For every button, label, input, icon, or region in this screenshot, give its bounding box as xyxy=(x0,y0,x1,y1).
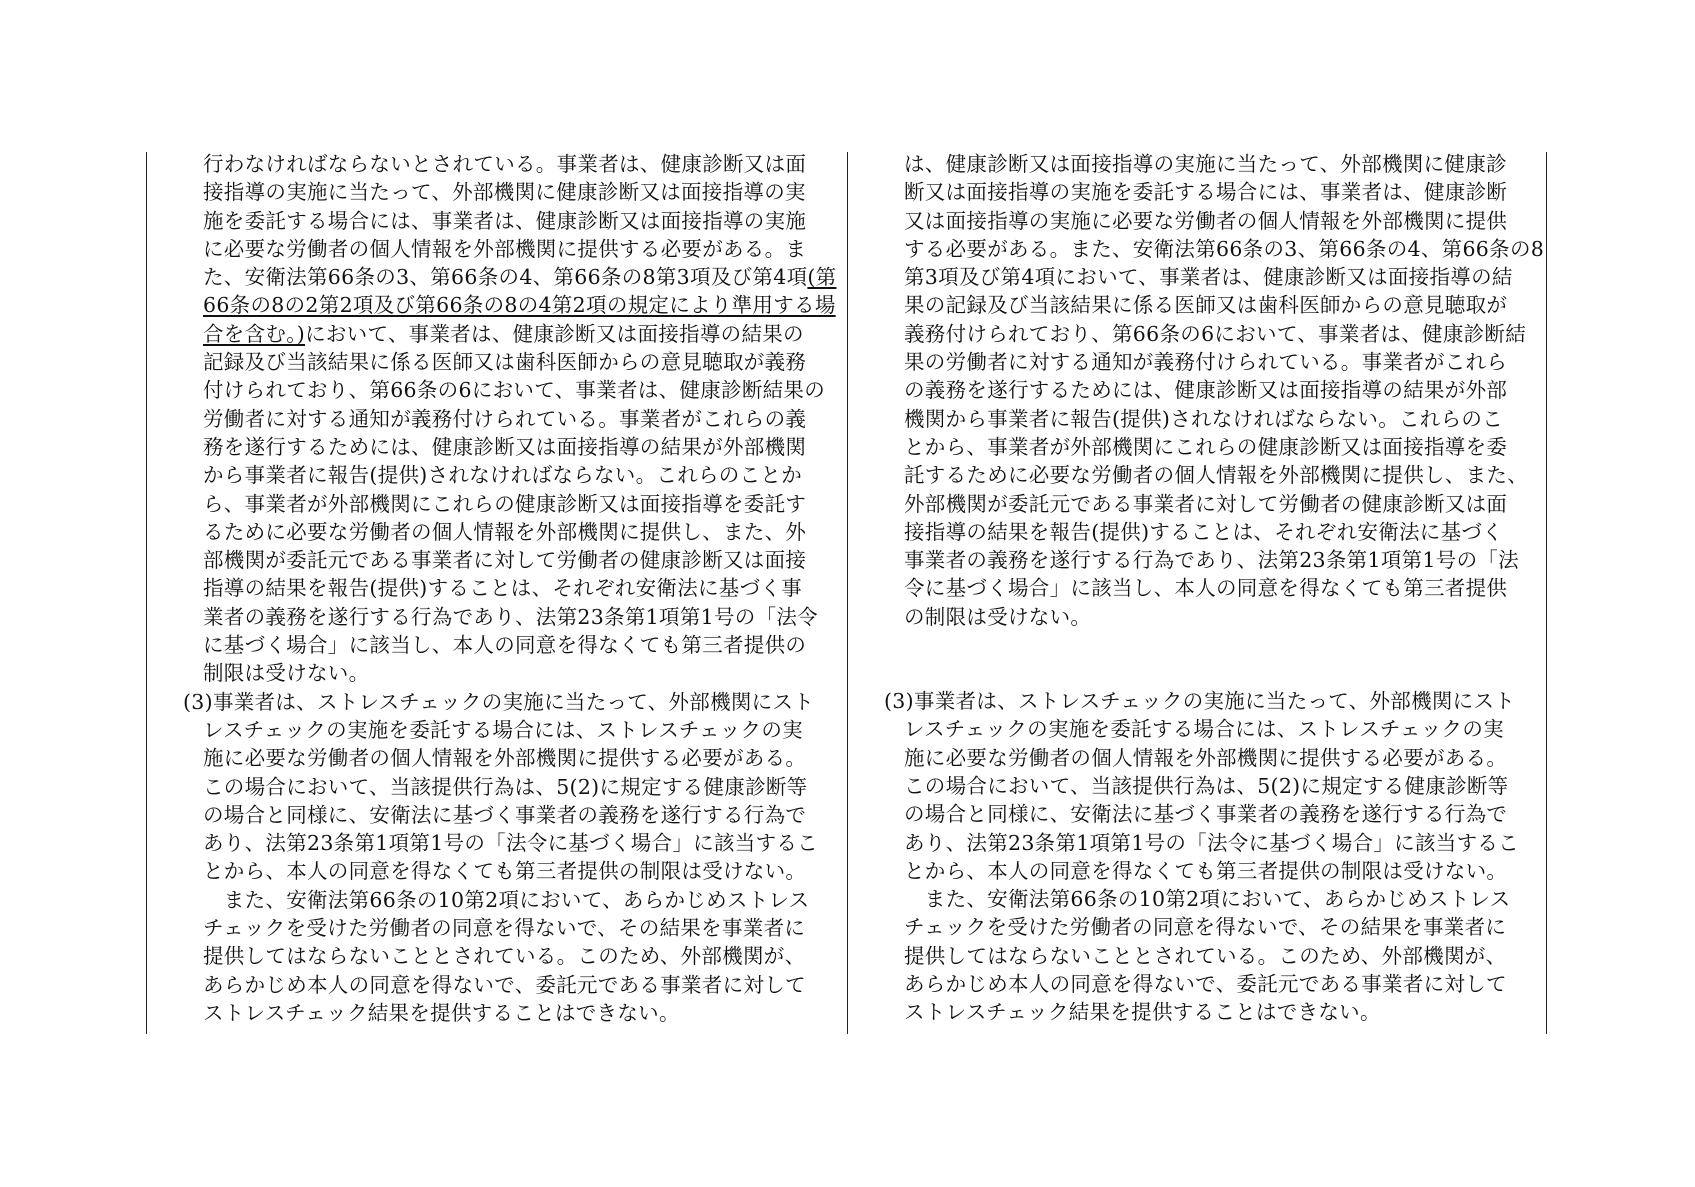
underlined-amendment-text: 合を含む。) xyxy=(203,321,306,346)
text-line: 制限は受けない。 xyxy=(203,661,370,686)
left-item-3-stress-check xyxy=(183,688,843,1028)
text-line: ら、事業者が外部機関にこれらの健康診断又は面接指導を委託す xyxy=(203,491,807,516)
text-line: チェックを受けた労働者の同意を得ないで、その結果を事業者に xyxy=(203,916,806,941)
underlined-amendment-text: (第 xyxy=(807,265,837,290)
text-line: 部機関が委託元である事業者に対して労働者の健康診断又は面接 xyxy=(203,548,807,573)
text-line: あり、法第23条第1項第1号の「法令に基づく場合」に該当するこ xyxy=(203,831,818,856)
text-line: この場合において、当該提供行為は、5(2)に規定する健康診断等 xyxy=(904,773,1509,798)
text-line xyxy=(203,291,843,319)
text-line: (3)事業者は、ストレスチェックの実施に当たって、外部機関にスト xyxy=(183,689,815,714)
text-line: 果の記録及び当該結果に係る医師又は歯科医師からの意見聴取が xyxy=(904,293,1508,318)
text-line: 施に必要な労働者の個人情報を外部機関に提供する必要がある。 xyxy=(203,746,807,771)
text-line: 又は面接指導の実施に必要な労働者の個人情報を外部機関に提供 xyxy=(904,208,1508,233)
text-line: とから、本人の同意を得なくても第三者提供の制限は受けない。 xyxy=(904,858,1508,883)
text-line: 労働者に対する通知が義務付けられている。事業者がこれらの義 xyxy=(203,406,807,431)
text-line: チェックを受けた労働者の同意を得ないで、その結果を事業者に xyxy=(904,915,1507,940)
text-line: 外部機関が委託元である事業者に対して労働者の健康診断又は面 xyxy=(904,491,1508,516)
text-line: から事業者に報告(提供)されなければならない。これらのことか xyxy=(203,463,802,488)
text-line: あらかじめ本人の同意を得ないで、委託元である事業者に対して xyxy=(904,972,1507,997)
text-line: ストレスチェック結果を提供することはできない。 xyxy=(203,1000,680,1025)
underlined-amendment-text: 66条の8の2第2項及び第66条の8の4第2項の規定により準用する場 xyxy=(203,293,836,318)
text-line: また、安衛法第66条の10第2項において、あらかじめストレス xyxy=(904,887,1511,912)
text-line: ストレスチェック結果を提供することはできない。 xyxy=(904,1000,1381,1025)
text-line: 施に必要な労働者の個人情報を外部機関に提供する必要がある。 xyxy=(904,745,1508,770)
text-line: とから、本人の同意を得なくても第三者提供の制限は受けない。 xyxy=(203,859,807,884)
text-line: 提供してはならないこととされている。このため、外部機関が、 xyxy=(203,944,806,969)
text-line: 行わなければならないとされている。事業者は、健康診断又は面 xyxy=(203,152,807,176)
text-line xyxy=(203,263,843,291)
text-line: の場合と同様に、安衛法に基づく事業者の義務を遂行する行為で xyxy=(904,802,1508,827)
text-line: 義務付けられており、第66条の6において、事業者は、健康診断結 xyxy=(904,321,1527,346)
right-paragraph-health-exam xyxy=(904,150,1544,631)
text-line: この場合において、当該提供行為は、5(2)に規定する健康診断等 xyxy=(203,774,808,799)
text-line: する必要がある。また、安衛法第66条の3、第66条の4、第66条の8 xyxy=(904,236,1545,261)
text-line: あり、法第23条第1項第1号の「法令に基づく場合」に該当するこ xyxy=(904,830,1519,855)
right-margin-rule xyxy=(1546,152,1547,1034)
text-line: 記録及び当該結果に係る医師又は歯科医師からの意見聴取が義務 xyxy=(203,350,807,375)
text-line: レスチェックの実施を委託する場合には、ストレスチェックの実 xyxy=(904,717,1504,742)
left-paragraph-health-exam xyxy=(203,150,843,688)
text-line: に必要な労働者の個人情報を外部機関に提供する必要がある。ま xyxy=(203,236,807,261)
text-segment: た、安衛法第66条の3、第66条の4、第66条の8第3項及び第4項 xyxy=(203,265,808,290)
text-line: るために必要な労働者の個人情報を外部機関に提供し、また、外 xyxy=(203,519,807,544)
text-line: 提供してはならないこととされている。このため、外部機関が、 xyxy=(904,943,1507,968)
text-line: 事業者の義務を遂行する行為であり、法第23条第1項第1号の「法 xyxy=(904,548,1519,573)
text-line: 施を委託する場合には、事業者は、健康診断又は面接指導の実施 xyxy=(203,208,807,233)
left-margin-rule xyxy=(146,152,147,1034)
text-line: 断又は面接指導の実施を委託する場合には、事業者は、健康診断 xyxy=(904,180,1508,205)
text-segment: において、事業者は、健康診断又は面接指導の結果の xyxy=(305,321,804,346)
text-line: 託するために必要な労働者の個人情報を外部機関に提供し、また、 xyxy=(904,463,1528,488)
text-line: 接指導の実施に当たって、外部機関に健康診断又は面接指導の実 xyxy=(203,180,806,205)
text-line: あらかじめ本人の同意を得ないで、委託元である事業者に対して xyxy=(203,972,806,997)
text-line: 第3項及び第4項において、事業者は、健康診断又は面接指導の結 xyxy=(904,265,1513,290)
text-line: 務を遂行するためには、健康診断又は面接指導の結果が外部機関 xyxy=(203,434,807,459)
text-line: (3)事業者は、ストレスチェックの実施に当たって、外部機関にスト xyxy=(884,689,1516,714)
text-line: の制限は受けない。 xyxy=(904,604,1092,629)
text-line: 業者の義務を遂行する行為であり、法第23条第1項第1号の「法令 xyxy=(203,604,818,629)
column-divider-rule xyxy=(847,152,848,1034)
text-line: 果の労働者に対する通知が義務付けられている。事業者がこれら xyxy=(904,350,1508,375)
text-line: 指導の結果を報告(提供)することは、それぞれ安衛法に基づく事 xyxy=(203,576,802,601)
text-line: また、安衛法第66条の10第2項において、あらかじめストレス xyxy=(203,887,810,912)
text-line: は、健康診断又は面接指導の実施に当たって、外部機関に健康診 xyxy=(904,152,1507,176)
text-line: 令に基づく場合」に該当し、本人の同意を得なくても第三者提供 xyxy=(904,576,1508,601)
left-column-revised-text xyxy=(183,150,843,1027)
text-line: の義務を遂行するためには、健康診断又は面接指導の結果が外部 xyxy=(904,378,1508,403)
text-line: 接指導の結果を報告(提供)することは、それぞれ安衛法に基づく xyxy=(904,519,1503,544)
right-column-current-text xyxy=(884,150,1545,1027)
text-line: とから、事業者が外部機関にこれらの健康診断又は面接指導を委 xyxy=(904,434,1508,459)
text-line: 機関から事業者に報告(提供)されなければならない。これらのこ xyxy=(904,406,1503,431)
text-line: に基づく場合」に該当し、本人の同意を得なくても第三者提供の xyxy=(203,633,807,658)
text-line: の場合と同様に、安衛法に基づく事業者の義務を遂行する行為で xyxy=(203,802,807,827)
text-line xyxy=(203,320,843,348)
text-line: レスチェックの実施を委託する場合には、ストレスチェックの実 xyxy=(203,717,803,742)
text-line: 付けられており、第66条の6において、事業者は、健康診断結果の xyxy=(203,378,826,403)
right-item-3-stress-check xyxy=(884,687,1544,1027)
